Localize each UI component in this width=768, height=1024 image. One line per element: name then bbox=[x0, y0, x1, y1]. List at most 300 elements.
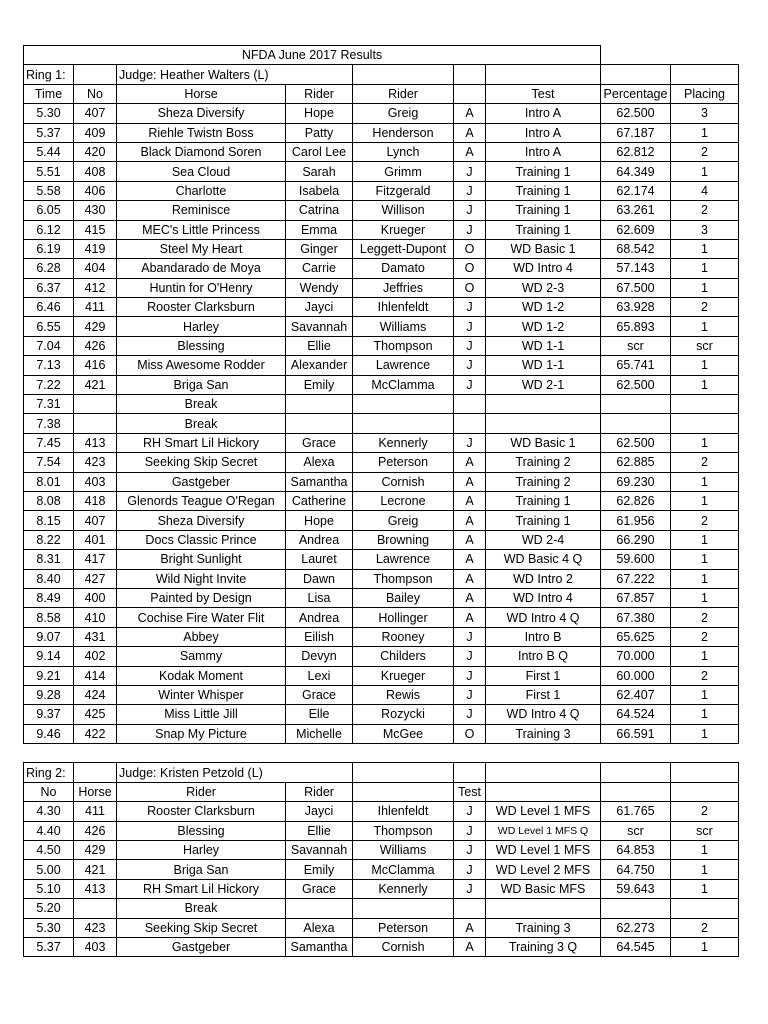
column-header: No bbox=[74, 84, 117, 103]
no-cell: 410 bbox=[74, 608, 117, 627]
rider-last-cell: Grimm bbox=[353, 162, 454, 181]
rider-last-cell: Ihlenfeldt bbox=[353, 298, 454, 317]
time-cell: 9.21 bbox=[24, 666, 74, 685]
placing-cell: 1 bbox=[671, 724, 739, 743]
no-cell: 413 bbox=[74, 433, 117, 452]
time-cell: 9.37 bbox=[24, 705, 74, 724]
rider-first-cell: Ellie bbox=[286, 336, 353, 355]
placing-cell: 3 bbox=[671, 220, 739, 239]
test-cell: Training 1 bbox=[486, 491, 601, 510]
placing-cell: 1 bbox=[671, 937, 739, 956]
test-cell: WD 2-3 bbox=[486, 278, 601, 297]
time-cell: 6.37 bbox=[24, 278, 74, 297]
column-header: Rider bbox=[117, 782, 286, 801]
test-cell: Training 1 bbox=[486, 162, 601, 181]
table-row bbox=[24, 336, 739, 355]
time-cell: 9.28 bbox=[24, 685, 74, 704]
empty-cell bbox=[486, 65, 601, 84]
placing-cell: 1 bbox=[671, 530, 739, 549]
rider-first-cell: Michelle bbox=[286, 724, 353, 743]
placing-cell: 1 bbox=[671, 841, 739, 860]
placing-cell: 1 bbox=[671, 860, 739, 879]
horse-cell: Huntin for O'Henry bbox=[117, 278, 286, 297]
table-row bbox=[24, 278, 739, 297]
rider-first-cell: Andrea bbox=[286, 608, 353, 627]
time-cell: 8.22 bbox=[24, 530, 74, 549]
rider-first-cell: Jayci bbox=[286, 298, 353, 317]
percentage-cell: 61.956 bbox=[601, 511, 671, 530]
time-cell: 5.44 bbox=[24, 142, 74, 161]
test-cell: WD Intro 4 bbox=[486, 588, 601, 607]
percentage-cell: 62.500 bbox=[601, 375, 671, 394]
test-cell: Training 3 Q bbox=[486, 937, 601, 956]
empty-cell bbox=[353, 65, 454, 84]
column-header: Test bbox=[454, 782, 486, 801]
test-cell: Training 3 bbox=[486, 724, 601, 743]
time-cell: 6.19 bbox=[24, 239, 74, 258]
rider-last-cell: Krueger bbox=[353, 220, 454, 239]
placing-cell: 2 bbox=[671, 201, 739, 220]
percentage-cell: 62.812 bbox=[601, 142, 671, 161]
horse-cell: Cochise Fire Water Flit bbox=[117, 608, 286, 627]
percentage-cell: 62.174 bbox=[601, 181, 671, 200]
placing-cell: 2 bbox=[671, 802, 739, 821]
results-title: NFDA June 2017 Results bbox=[24, 46, 601, 65]
rider-first-cell: Alexa bbox=[286, 453, 353, 472]
placing-cell: 1 bbox=[671, 569, 739, 588]
percentage-cell bbox=[601, 395, 671, 414]
horse-cell: Riehle Twistn Boss bbox=[117, 123, 286, 142]
percentage-cell: scr bbox=[601, 821, 671, 840]
rider-first-cell: Savannah bbox=[286, 317, 353, 336]
division-cell: A bbox=[454, 608, 486, 627]
column-header: Rider bbox=[353, 84, 454, 103]
rider-first-cell: Andrea bbox=[286, 530, 353, 549]
rider-last-cell: Thompson bbox=[353, 336, 454, 355]
percentage-cell: 67.857 bbox=[601, 588, 671, 607]
no-cell: 403 bbox=[74, 937, 117, 956]
division-cell: J bbox=[454, 298, 486, 317]
placing-cell: 1 bbox=[671, 491, 739, 510]
percentage-cell: 62.500 bbox=[601, 104, 671, 123]
time-cell: 6.05 bbox=[24, 201, 74, 220]
rider-last-cell: Lynch bbox=[353, 142, 454, 161]
column-header: Horse bbox=[117, 84, 286, 103]
table-row bbox=[24, 860, 739, 879]
rider-first-cell: Isabela bbox=[286, 181, 353, 200]
empty-cell bbox=[671, 763, 739, 782]
time-cell: 5.37 bbox=[24, 123, 74, 142]
no-cell: 421 bbox=[74, 375, 117, 394]
rider-last-cell: Rewis bbox=[353, 685, 454, 704]
horse-cell: Rooster Clarksburn bbox=[117, 802, 286, 821]
no-cell bbox=[74, 899, 117, 918]
test-cell: WD Level 2 MFS bbox=[486, 860, 601, 879]
rider-last-cell: Ihlenfeldt bbox=[353, 802, 454, 821]
rider-last-cell: Childers bbox=[353, 647, 454, 666]
rider-last-cell: Lecrone bbox=[353, 491, 454, 510]
rider-last-cell: Hollinger bbox=[353, 608, 454, 627]
table-row bbox=[24, 104, 739, 123]
division-cell: J bbox=[454, 802, 486, 821]
rider-first-cell: Eilish bbox=[286, 627, 353, 646]
empty-cell bbox=[454, 744, 486, 763]
horse-cell: Docs Classic Prince bbox=[117, 530, 286, 549]
rider-last-cell: Krueger bbox=[353, 666, 454, 685]
no-cell: 426 bbox=[74, 336, 117, 355]
horse-cell: Winter Whisper bbox=[117, 685, 286, 704]
table-row bbox=[24, 879, 739, 898]
table-row bbox=[24, 201, 739, 220]
time-cell: 8.49 bbox=[24, 588, 74, 607]
table-row bbox=[24, 918, 739, 937]
table-row bbox=[24, 841, 739, 860]
horse-cell: Abandarado de Moya bbox=[117, 259, 286, 278]
table-row bbox=[24, 608, 739, 627]
time-cell: 5.30 bbox=[24, 918, 74, 937]
placing-cell: 1 bbox=[671, 123, 739, 142]
no-cell: 417 bbox=[74, 550, 117, 569]
table-row bbox=[24, 472, 739, 491]
placing-cell: 1 bbox=[671, 317, 739, 336]
no-cell: 418 bbox=[74, 491, 117, 510]
test-cell: WD 1-2 bbox=[486, 317, 601, 336]
rider-first-cell: Hope bbox=[286, 511, 353, 530]
percentage-cell: 60.000 bbox=[601, 666, 671, 685]
division-cell: A bbox=[454, 472, 486, 491]
horse-cell: Seeking Skip Secret bbox=[117, 918, 286, 937]
no-cell: 400 bbox=[74, 588, 117, 607]
rider-first-cell: Lexi bbox=[286, 666, 353, 685]
percentage-cell: 62.609 bbox=[601, 220, 671, 239]
placing-cell: 1 bbox=[671, 588, 739, 607]
percentage-cell: 62.885 bbox=[601, 453, 671, 472]
ring2-label: Ring 2: bbox=[24, 763, 74, 782]
percentage-cell: 67.222 bbox=[601, 569, 671, 588]
time-cell: 6.55 bbox=[24, 317, 74, 336]
placing-cell: 4 bbox=[671, 181, 739, 200]
no-cell: 407 bbox=[74, 511, 117, 530]
table-row bbox=[24, 298, 739, 317]
rider-first-cell bbox=[286, 414, 353, 433]
horse-cell: Rooster Clarksburn bbox=[117, 298, 286, 317]
percentage-cell: 64.750 bbox=[601, 860, 671, 879]
rider-first-cell: Samantha bbox=[286, 937, 353, 956]
placing-cell: scr bbox=[671, 336, 739, 355]
table-row bbox=[24, 627, 739, 646]
rider-last-cell: Kennerly bbox=[353, 879, 454, 898]
test-cell: Training 1 bbox=[486, 220, 601, 239]
table-row bbox=[24, 802, 739, 821]
rider-first-cell: Hope bbox=[286, 104, 353, 123]
percentage-cell: 65.893 bbox=[601, 317, 671, 336]
division-cell: J bbox=[454, 356, 486, 375]
rider-last-cell: Williams bbox=[353, 317, 454, 336]
horse-cell: Bright Sunlight bbox=[117, 550, 286, 569]
time-cell: 8.01 bbox=[24, 472, 74, 491]
placing-cell: 1 bbox=[671, 278, 739, 297]
no-cell: 422 bbox=[74, 724, 117, 743]
column-header bbox=[486, 782, 601, 801]
percentage-cell: 63.928 bbox=[601, 298, 671, 317]
no-cell: 423 bbox=[74, 918, 117, 937]
time-cell: 9.46 bbox=[24, 724, 74, 743]
rider-first-cell: Alexander bbox=[286, 356, 353, 375]
division-cell: J bbox=[454, 647, 486, 666]
horse-cell: Gastgeber bbox=[117, 937, 286, 956]
division-cell: A bbox=[454, 937, 486, 956]
percentage-cell: 64.853 bbox=[601, 841, 671, 860]
ring1-header-row bbox=[24, 65, 739, 84]
rider-last-cell: Greig bbox=[353, 511, 454, 530]
empty-cell bbox=[671, 65, 739, 84]
placing-cell: scr bbox=[671, 821, 739, 840]
rider-last-cell: Thompson bbox=[353, 569, 454, 588]
no-cell: 429 bbox=[74, 841, 117, 860]
test-cell: Intro A bbox=[486, 142, 601, 161]
division-cell: A bbox=[454, 142, 486, 161]
no-cell: 412 bbox=[74, 278, 117, 297]
division-cell: J bbox=[454, 336, 486, 355]
empty-cell bbox=[601, 763, 671, 782]
rider-first-cell: Alexa bbox=[286, 918, 353, 937]
table-row bbox=[24, 395, 739, 414]
division-cell: O bbox=[454, 259, 486, 278]
percentage-cell: 66.591 bbox=[601, 724, 671, 743]
division-cell: J bbox=[454, 841, 486, 860]
rider-first-cell bbox=[286, 899, 353, 918]
horse-cell: Snap My Picture bbox=[117, 724, 286, 743]
table-row bbox=[24, 569, 739, 588]
percentage-cell: 64.349 bbox=[601, 162, 671, 181]
placing-cell: 2 bbox=[671, 666, 739, 685]
rider-first-cell: Catherine bbox=[286, 491, 353, 510]
no-cell: 409 bbox=[74, 123, 117, 142]
table-row bbox=[24, 666, 739, 685]
test-cell: WD Intro 2 bbox=[486, 569, 601, 588]
time-cell: 5.20 bbox=[24, 899, 74, 918]
empty-cell bbox=[74, 65, 117, 84]
division-cell: J bbox=[454, 705, 486, 724]
test-cell: Training 1 bbox=[486, 201, 601, 220]
time-cell: 7.13 bbox=[24, 356, 74, 375]
test-cell: WD Basic 4 Q bbox=[486, 550, 601, 569]
placing-cell bbox=[671, 395, 739, 414]
ring1-column-headers bbox=[24, 84, 739, 103]
rider-first-cell: Patty bbox=[286, 123, 353, 142]
division-cell: A bbox=[454, 918, 486, 937]
no-cell: 411 bbox=[74, 802, 117, 821]
percentage-cell: 59.643 bbox=[601, 879, 671, 898]
no-cell: 414 bbox=[74, 666, 117, 685]
column-header: Placing bbox=[671, 84, 739, 103]
test-cell: WD 1-2 bbox=[486, 298, 601, 317]
test-cell: WD Intro 4 Q bbox=[486, 705, 601, 724]
percentage-cell: 64.545 bbox=[601, 937, 671, 956]
division-cell: J bbox=[454, 220, 486, 239]
rider-last-cell: Peterson bbox=[353, 453, 454, 472]
test-cell: WD 2-4 bbox=[486, 530, 601, 549]
percentage-cell: 63.261 bbox=[601, 201, 671, 220]
test-cell: WD 1-1 bbox=[486, 356, 601, 375]
rider-last-cell bbox=[353, 414, 454, 433]
horse-cell: Miss Awesome Rodder bbox=[117, 356, 286, 375]
table-row bbox=[24, 550, 739, 569]
rider-last-cell: McClamma bbox=[353, 375, 454, 394]
division-cell: J bbox=[454, 879, 486, 898]
time-cell: 8.31 bbox=[24, 550, 74, 569]
empty-cell bbox=[24, 744, 74, 763]
division-cell: O bbox=[454, 239, 486, 258]
rider-last-cell: Henderson bbox=[353, 123, 454, 142]
ring1-judge: Judge: Heather Walters (L) bbox=[117, 65, 286, 84]
horse-cell: Blessing bbox=[117, 821, 286, 840]
test-cell: WD Level 1 MFS bbox=[486, 802, 601, 821]
placing-cell: 1 bbox=[671, 162, 739, 181]
test-cell: Training 3 bbox=[486, 918, 601, 937]
no-cell: 406 bbox=[74, 181, 117, 200]
test-cell: WD 1-1 bbox=[486, 336, 601, 355]
table-row bbox=[24, 162, 739, 181]
column-header: Test bbox=[486, 84, 601, 103]
rider-last-cell: Thompson bbox=[353, 821, 454, 840]
percentage-cell: 57.143 bbox=[601, 259, 671, 278]
no-cell: 427 bbox=[74, 569, 117, 588]
rider-first-cell: Grace bbox=[286, 433, 353, 452]
rider-last-cell bbox=[353, 395, 454, 414]
time-cell: 4.30 bbox=[24, 802, 74, 821]
percentage-cell: 67.187 bbox=[601, 123, 671, 142]
no-cell: 423 bbox=[74, 453, 117, 472]
test-cell: Intro A bbox=[486, 123, 601, 142]
horse-cell: Break bbox=[117, 899, 286, 918]
horse-cell: Briga San bbox=[117, 375, 286, 394]
test-cell: WD Basic 1 bbox=[486, 433, 601, 452]
test-cell: Training 2 bbox=[486, 472, 601, 491]
division-cell: A bbox=[454, 491, 486, 510]
test-cell: WD Basic 1 bbox=[486, 239, 601, 258]
table-row bbox=[24, 220, 739, 239]
table-row bbox=[24, 821, 739, 840]
table-row bbox=[24, 511, 739, 530]
division-cell: J bbox=[454, 666, 486, 685]
horse-cell: Miss Little Jill bbox=[117, 705, 286, 724]
empty-cell bbox=[74, 763, 117, 782]
column-header: Rider bbox=[286, 84, 353, 103]
percentage-cell: 59.600 bbox=[601, 550, 671, 569]
table-row bbox=[24, 685, 739, 704]
table-row bbox=[24, 239, 739, 258]
table-row bbox=[24, 123, 739, 142]
horse-cell: Kodak Moment bbox=[117, 666, 286, 685]
rider-first-cell: Grace bbox=[286, 879, 353, 898]
table-row bbox=[24, 317, 739, 336]
placing-cell: 2 bbox=[671, 511, 739, 530]
rider-first-cell bbox=[286, 395, 353, 414]
table-row bbox=[24, 375, 739, 394]
empty-cell bbox=[286, 65, 353, 84]
division-cell: A bbox=[454, 453, 486, 472]
ring1-label: Ring 1: bbox=[24, 65, 74, 84]
time-cell: 4.40 bbox=[24, 821, 74, 840]
table-row bbox=[24, 899, 739, 918]
test-cell: Training 2 bbox=[486, 453, 601, 472]
empty-cell bbox=[353, 744, 454, 763]
division-cell: A bbox=[454, 104, 486, 123]
division-cell: J bbox=[454, 181, 486, 200]
time-cell: 5.00 bbox=[24, 860, 74, 879]
ring2-header-row bbox=[24, 763, 739, 782]
percentage-cell: 66.290 bbox=[601, 530, 671, 549]
time-cell: 4.50 bbox=[24, 841, 74, 860]
test-cell: First 1 bbox=[486, 685, 601, 704]
placing-cell: 1 bbox=[671, 375, 739, 394]
horse-cell: Gastgeber bbox=[117, 472, 286, 491]
no-cell: 424 bbox=[74, 685, 117, 704]
empty-cell bbox=[486, 763, 601, 782]
empty-cell bbox=[286, 763, 353, 782]
rider-last-cell: Fitzgerald bbox=[353, 181, 454, 200]
no-cell: 404 bbox=[74, 259, 117, 278]
rider-last-cell: Rooney bbox=[353, 627, 454, 646]
rider-last-cell: Browning bbox=[353, 530, 454, 549]
division-cell: O bbox=[454, 278, 486, 297]
rider-last-cell bbox=[353, 899, 454, 918]
column-header bbox=[454, 84, 486, 103]
rider-last-cell: McClamma bbox=[353, 860, 454, 879]
division-cell: J bbox=[454, 317, 486, 336]
placing-cell: 2 bbox=[671, 608, 739, 627]
horse-cell: Sammy bbox=[117, 647, 286, 666]
placing-cell bbox=[671, 899, 739, 918]
rider-last-cell: Lawrence bbox=[353, 550, 454, 569]
column-header: No bbox=[24, 782, 74, 801]
percentage-cell: 65.741 bbox=[601, 356, 671, 375]
no-cell bbox=[74, 414, 117, 433]
no-cell: 419 bbox=[74, 239, 117, 258]
no-cell: 416 bbox=[74, 356, 117, 375]
test-cell: WD Intro 4 Q bbox=[486, 608, 601, 627]
placing-cell bbox=[671, 414, 739, 433]
placing-cell: 2 bbox=[671, 298, 739, 317]
horse-cell: Painted by Design bbox=[117, 588, 286, 607]
table-row bbox=[24, 724, 739, 743]
rider-last-cell: Greig bbox=[353, 104, 454, 123]
empty-cell bbox=[486, 744, 601, 763]
placing-cell: 1 bbox=[671, 879, 739, 898]
time-cell: 7.22 bbox=[24, 375, 74, 394]
percentage-cell: 68.542 bbox=[601, 239, 671, 258]
placing-cell: 1 bbox=[671, 356, 739, 375]
rider-first-cell: Emma bbox=[286, 220, 353, 239]
placing-cell: 1 bbox=[671, 705, 739, 724]
test-cell: WD Intro 4 bbox=[486, 259, 601, 278]
placing-cell: 1 bbox=[671, 433, 739, 452]
rider-first-cell: Sarah bbox=[286, 162, 353, 181]
horse-cell: Abbey bbox=[117, 627, 286, 646]
rider-first-cell: Jayci bbox=[286, 802, 353, 821]
division-cell: O bbox=[454, 724, 486, 743]
rider-last-cell: Leggett-Dupont bbox=[353, 239, 454, 258]
horse-cell: Glenords Teague O'Regan bbox=[117, 491, 286, 510]
division-cell: J bbox=[454, 375, 486, 394]
empty-cell bbox=[74, 744, 117, 763]
ring2-judge: Judge: Kristen Petzold (L) bbox=[117, 763, 286, 782]
column-header: Time bbox=[24, 84, 74, 103]
time-cell: 8.58 bbox=[24, 608, 74, 627]
table-row bbox=[24, 181, 739, 200]
time-cell: 8.15 bbox=[24, 511, 74, 530]
